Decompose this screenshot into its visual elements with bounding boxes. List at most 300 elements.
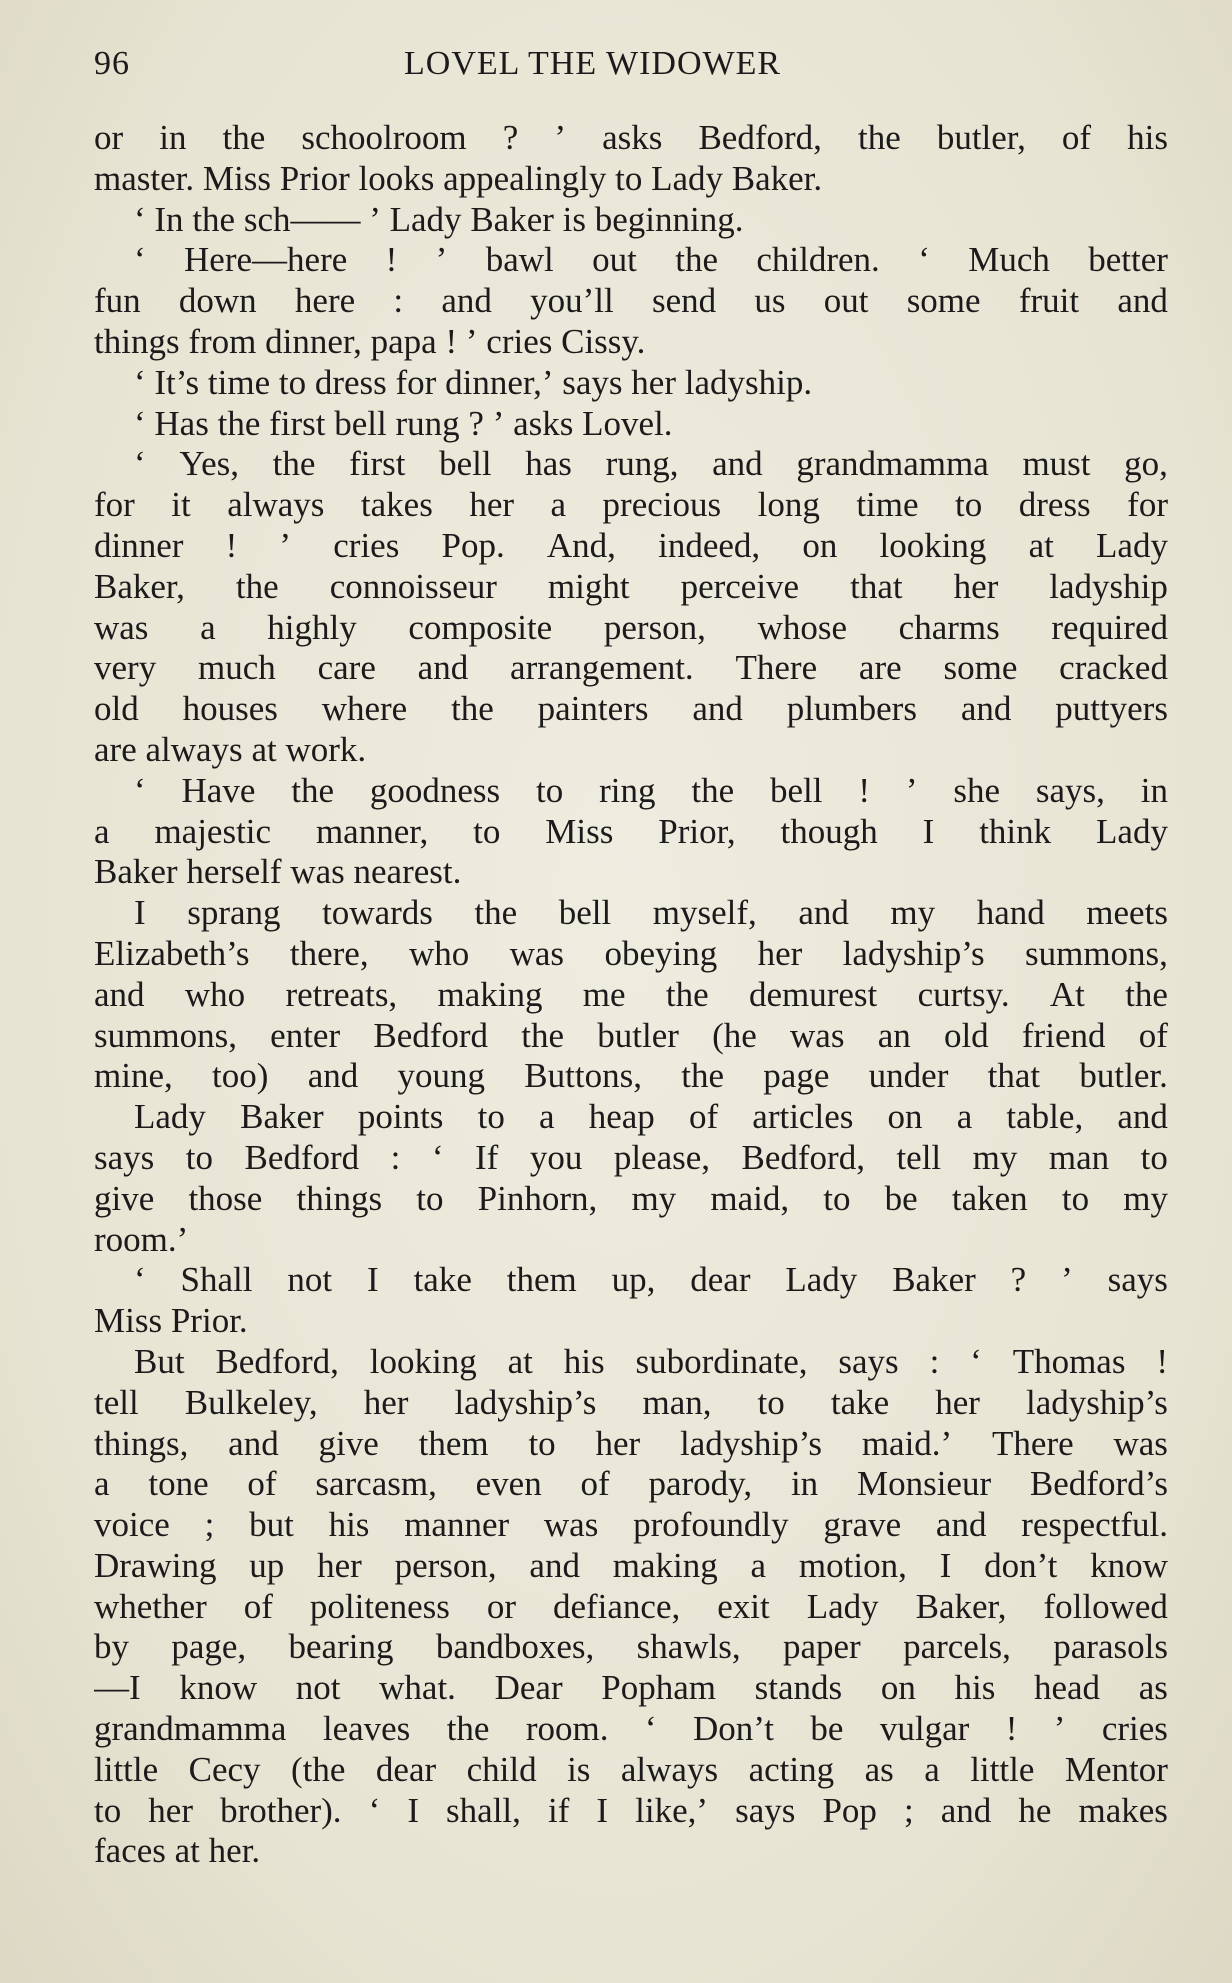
text-word: stands	[754, 1668, 843, 1708]
text-word: ;	[204, 1505, 215, 1545]
text-line	[94, 648, 1168, 689]
text-word: to	[278, 362, 315, 402]
text-word: time	[207, 362, 279, 402]
text-word: give	[94, 1178, 155, 1218]
text-word: like,’	[635, 1790, 709, 1830]
book-title: LOVEL THE WIDOWER	[404, 45, 782, 82]
text-word: to	[473, 811, 501, 851]
text-word: arrangement.	[510, 648, 694, 688]
text-word: herself	[186, 852, 291, 892]
text-word: In	[154, 199, 193, 239]
text-word: papa	[370, 321, 446, 361]
text-word: his	[328, 1505, 370, 1545]
text-word: exit	[717, 1586, 770, 1626]
text-word: children.	[756, 240, 880, 280]
text-line	[94, 1260, 1168, 1301]
text-word: Has	[154, 403, 218, 443]
text-word: ladyship’s	[454, 1382, 597, 1422]
text-word: her	[148, 1790, 193, 1830]
text-word: out	[823, 281, 869, 321]
text-line	[94, 1791, 1168, 1832]
text-word: Bulkeley,	[184, 1382, 318, 1422]
text-word: be	[810, 1709, 844, 1749]
text-word: connoisseur	[329, 566, 497, 606]
text-word: ’	[1061, 1260, 1073, 1300]
text-line	[94, 1709, 1168, 1750]
text-line	[94, 1424, 1168, 1465]
text-word: his	[563, 1341, 605, 1381]
text-word: a	[94, 1464, 110, 1504]
text-word: a	[550, 485, 567, 525]
text-word: a	[94, 811, 110, 851]
text-word: ladyship	[1049, 566, 1168, 606]
text-word: give	[318, 1423, 379, 1463]
text-word: and	[529, 1545, 580, 1585]
text-word: she	[953, 770, 1000, 810]
text-line	[94, 1301, 1168, 1342]
text-line	[94, 159, 1168, 200]
text-word: at	[1028, 525, 1054, 565]
text-word: ’	[554, 118, 567, 157]
text-word: here	[294, 281, 356, 321]
text-line	[94, 812, 1168, 853]
text-word: her	[757, 933, 803, 973]
text-word: sarcasm,	[315, 1464, 437, 1504]
text-word: as	[864, 1749, 894, 1789]
text-word: takes	[360, 485, 433, 525]
text-word: ‘	[134, 770, 146, 810]
text-word: There	[735, 648, 818, 688]
text-word: an	[877, 1015, 911, 1055]
text-word: obeying	[604, 933, 718, 973]
text-word: cries	[1101, 1709, 1168, 1749]
text-word: the	[272, 444, 316, 484]
text-word: profoundly	[633, 1505, 789, 1545]
text-word: there,	[289, 933, 369, 973]
text-word: to	[528, 1423, 556, 1463]
text-word: hand	[976, 893, 1045, 933]
text-word: work.	[285, 729, 367, 769]
text-line	[94, 975, 1168, 1016]
text-word: not	[287, 1260, 333, 1300]
text-word: shall,	[446, 1790, 521, 1830]
text-word: And,	[546, 525, 616, 565]
text-word: grandmamma	[796, 444, 989, 484]
text-word: up	[249, 1545, 285, 1585]
text-word: are	[858, 648, 902, 688]
text-word: her.	[208, 1831, 261, 1871]
text-word: defiance,	[552, 1586, 681, 1626]
text-word: of	[1138, 1015, 1168, 1055]
text-word: always	[227, 485, 325, 525]
text-word: Miss	[545, 811, 614, 851]
text-word: Buttons,	[524, 1056, 642, 1096]
text-word: painters	[537, 689, 649, 729]
text-word: her	[953, 566, 999, 606]
text-word: young	[397, 1056, 486, 1096]
text-word: my	[972, 1137, 1018, 1177]
text-line	[94, 281, 1168, 322]
text-word: them	[506, 1260, 577, 1300]
text-word: says	[94, 1137, 155, 1177]
text-word: ladyship’s	[1025, 1382, 1168, 1422]
text-word: says	[735, 1790, 796, 1830]
text-word: cries	[333, 525, 400, 565]
text-word: out	[592, 240, 637, 280]
text-line	[94, 1587, 1168, 1628]
text-word: summons,	[94, 1015, 237, 1055]
text-line	[94, 1831, 1168, 1872]
text-word: says,	[1035, 770, 1105, 810]
text-body	[94, 118, 1168, 1872]
text-word: ?	[468, 403, 493, 443]
text-word: Lady	[806, 1586, 879, 1626]
text-line	[94, 444, 1168, 485]
text-word: a	[924, 1749, 940, 1789]
text-word: cracked	[1059, 648, 1168, 688]
text-word: Baker,	[94, 566, 185, 606]
text-word: Lady	[389, 199, 471, 239]
text-word: ’	[369, 199, 390, 239]
text-word: things	[296, 1178, 383, 1218]
text-word: first	[269, 403, 335, 443]
text-word: the	[446, 1709, 490, 1749]
text-word: Popham	[601, 1668, 716, 1708]
text-word: he	[1018, 1790, 1052, 1830]
text-word: some	[906, 281, 981, 321]
text-word: ’	[492, 403, 514, 443]
text-word: the	[665, 974, 709, 1014]
text-word: manner	[404, 1505, 510, 1545]
text-line	[94, 1383, 1168, 1424]
text-word: my	[631, 1178, 677, 1218]
text-word: Here—here	[184, 240, 348, 280]
text-word: and	[228, 1423, 279, 1463]
text-word: and	[1117, 1097, 1168, 1137]
text-word: was	[543, 1505, 599, 1545]
text-word: Bedford’s	[1029, 1464, 1168, 1504]
text-word: be	[884, 1178, 918, 1218]
text-word: those	[188, 1178, 263, 1218]
text-word: at	[507, 1341, 533, 1381]
text-line	[94, 240, 1168, 281]
text-line	[94, 934, 1168, 975]
text-word: the	[192, 199, 244, 239]
text-word: says	[838, 1341, 899, 1381]
text-word: bawl	[485, 240, 554, 280]
text-word: shawls,	[636, 1627, 741, 1667]
text-word: to	[416, 1178, 444, 1218]
text-word: Bedford,	[741, 1137, 865, 1177]
text-word: Baker	[892, 1260, 976, 1300]
text-word: Lady	[1096, 525, 1168, 565]
text-word: to	[1061, 1178, 1090, 1218]
text-line	[94, 730, 1168, 771]
text-word: under	[868, 1056, 949, 1096]
text-word: my	[890, 893, 936, 933]
text-word: Lady	[1096, 811, 1168, 851]
text-word: her	[469, 485, 515, 525]
text-word: by	[94, 1627, 129, 1667]
text-line	[94, 363, 1168, 404]
text-word: At	[1049, 974, 1085, 1014]
text-word: was	[94, 607, 149, 647]
text-word: asks	[513, 403, 583, 443]
text-word: me	[582, 974, 626, 1014]
text-word: parody,	[648, 1464, 753, 1504]
text-line	[94, 1097, 1168, 1138]
text-word: Bedford	[244, 1137, 360, 1177]
text-word: was	[290, 852, 354, 892]
text-word: master.	[94, 158, 203, 198]
text-word: motion,	[798, 1545, 907, 1585]
text-word: the	[217, 403, 270, 443]
text-word: Baker	[94, 852, 187, 892]
text-word: Thomas	[1012, 1341, 1126, 1381]
text-word: to	[477, 1097, 505, 1137]
text-word: But	[134, 1341, 185, 1381]
text-word: table,	[1006, 1097, 1084, 1137]
text-word: summons,	[1024, 933, 1168, 973]
text-word: butler.	[1079, 1056, 1168, 1096]
text-word: myself,	[652, 893, 757, 933]
text-word: Drawing	[94, 1545, 217, 1585]
text-word: making	[437, 974, 543, 1014]
text-word: us	[754, 281, 786, 321]
text-word: dinner	[94, 525, 184, 565]
text-word: I	[134, 893, 146, 933]
text-line	[94, 689, 1168, 730]
text-word: parasols	[1053, 1627, 1168, 1667]
text-word: whether	[94, 1586, 207, 1626]
text-line	[94, 1668, 1168, 1709]
text-word: on	[880, 1668, 916, 1708]
text-word: and	[441, 281, 492, 321]
text-word: to	[185, 1137, 213, 1177]
text-word: things	[94, 321, 189, 361]
text-word: the	[675, 240, 718, 280]
text-line	[94, 1464, 1168, 1505]
text-word: !	[385, 240, 398, 280]
text-word: looking	[879, 525, 987, 565]
text-word: ‘	[431, 1137, 444, 1177]
text-word: :	[393, 281, 404, 321]
text-word: Pinhorn,	[477, 1178, 598, 1218]
text-word: taken	[951, 1178, 1028, 1218]
text-word: a	[539, 1097, 555, 1137]
text-word: bell	[439, 444, 492, 484]
text-word: for	[1127, 485, 1168, 525]
text-word: sprang	[187, 893, 281, 933]
text-word: her	[631, 362, 685, 402]
text-word: room.	[525, 1709, 609, 1749]
text-word: dress	[1018, 485, 1091, 525]
text-word: old	[943, 1015, 989, 1055]
text-word: dear	[375, 1749, 437, 1789]
text-word: I	[922, 811, 935, 851]
text-word: perceive	[680, 566, 800, 606]
text-word: has	[525, 444, 572, 484]
text-word: might	[547, 566, 630, 606]
text-word: ’	[435, 240, 448, 280]
text-line	[94, 1342, 1168, 1383]
text-word: Lovel.	[582, 403, 673, 443]
text-word: dinner,	[265, 321, 371, 361]
text-word: you’ll	[530, 281, 614, 321]
text-line	[94, 1220, 1168, 1261]
text-line	[94, 526, 1168, 567]
text-word: ?	[502, 118, 519, 157]
running-head	[94, 44, 1174, 84]
text-word: that	[850, 566, 903, 606]
text-word: old	[94, 689, 139, 729]
text-word: ‘	[134, 199, 155, 239]
text-word: Cecy	[188, 1749, 261, 1789]
text-word: for	[94, 485, 135, 525]
text-word: very	[94, 648, 157, 688]
text-line	[94, 322, 1168, 363]
text-word: composite	[408, 607, 553, 647]
text-word: dress	[314, 362, 396, 402]
text-word: the	[1125, 974, 1168, 1014]
text-word: some	[943, 648, 1018, 688]
text-word: person,	[603, 607, 706, 647]
text-word: puttyers	[1055, 689, 1168, 729]
text-word: nearest.	[353, 852, 462, 892]
text-word: page,	[171, 1627, 247, 1667]
text-word: go,	[1124, 444, 1168, 484]
text-word: voice	[94, 1505, 170, 1545]
text-word: I	[407, 1790, 419, 1830]
text-word: to	[536, 770, 564, 810]
text-word: it	[171, 485, 191, 525]
text-word: and	[960, 689, 1012, 729]
text-word: required	[1051, 607, 1168, 647]
text-line	[94, 1505, 1168, 1546]
text-word: was	[509, 933, 565, 973]
text-line	[94, 1179, 1168, 1220]
text-word: Shall	[180, 1260, 253, 1300]
text-word: towards	[322, 893, 433, 933]
text-word: bearing	[288, 1627, 394, 1667]
text-word: but	[249, 1505, 294, 1545]
text-word: you	[529, 1137, 583, 1177]
text-line	[94, 200, 1168, 241]
text-word: Lady	[134, 1097, 206, 1137]
text-word: person,	[394, 1545, 497, 1585]
text-line	[94, 1056, 1168, 1097]
text-word: appealingly	[443, 158, 616, 198]
text-word: :	[390, 1137, 401, 1177]
text-word: fruit	[1018, 281, 1080, 321]
text-word: is	[562, 199, 595, 239]
text-word: parcels,	[903, 1627, 1011, 1667]
text-word: Baker.	[731, 158, 823, 198]
text-word: grave	[823, 1505, 902, 1545]
text-word: curtsy.	[917, 974, 1010, 1014]
text-word: her	[595, 1423, 641, 1463]
text-word: grandmamma	[94, 1709, 287, 1749]
text-word: to	[615, 158, 652, 198]
text-word: ‘	[644, 1709, 657, 1749]
text-word: brother).	[220, 1790, 342, 1830]
text-word: ‘	[368, 1790, 381, 1830]
text-word: faces	[94, 1831, 175, 1871]
text-word: child	[466, 1749, 537, 1789]
text-word: —I	[94, 1668, 141, 1708]
text-word: please,	[613, 1137, 711, 1177]
text-word: to	[1140, 1137, 1168, 1177]
text-word: butler,	[936, 118, 1026, 157]
text-word: (the	[291, 1749, 346, 1789]
text-word: tone	[148, 1464, 209, 1504]
text-word: page	[763, 1056, 830, 1096]
text-word: ?	[1010, 1260, 1027, 1300]
text-word: ‘	[134, 1260, 146, 1300]
text-word: first	[349, 444, 406, 484]
text-word: Bedford	[373, 1015, 489, 1055]
text-word: or	[94, 118, 124, 157]
text-word: ‘	[970, 1341, 982, 1381]
text-word: Miss	[94, 1301, 171, 1341]
text-word: Bedford,	[698, 118, 822, 157]
text-word: Miss	[202, 158, 280, 198]
text-word: to	[94, 1790, 122, 1830]
text-word: paper	[782, 1627, 861, 1667]
text-word: think	[979, 811, 1052, 851]
text-word: the	[235, 566, 279, 606]
text-word: Elizabeth’s	[94, 933, 250, 973]
text-word: take	[413, 1260, 472, 1300]
text-word: from	[188, 321, 266, 361]
text-word: who	[408, 933, 470, 973]
text-word: goodness	[369, 770, 501, 810]
text-word: Baker	[470, 199, 563, 239]
text-word: !	[1156, 1341, 1168, 1381]
text-word: politeness	[309, 1586, 450, 1626]
text-word: send	[651, 281, 717, 321]
text-word: his	[954, 1668, 996, 1708]
text-word: her	[935, 1382, 980, 1422]
text-word: much	[198, 648, 276, 688]
text-word: looks	[358, 158, 444, 198]
text-word: ’	[1053, 1709, 1066, 1749]
text-word: dear	[690, 1260, 751, 1300]
text-word: bell	[558, 893, 612, 933]
text-word: beginning.	[594, 199, 744, 239]
text-word: ‘	[134, 444, 146, 484]
text-word: the	[451, 689, 494, 729]
text-word: a	[750, 1545, 767, 1585]
text-word: rung	[395, 403, 469, 443]
text-word: a	[956, 1097, 973, 1137]
text-word: and	[692, 689, 743, 729]
text-word: I	[939, 1545, 952, 1585]
text-word: Mentor	[1064, 1749, 1168, 1789]
text-word: bandboxes,	[435, 1627, 595, 1667]
text-word: ’	[465, 321, 487, 361]
text-word: long	[757, 485, 820, 525]
text-line	[94, 852, 1168, 893]
text-word: her	[317, 1545, 362, 1585]
text-word: ‘	[134, 403, 155, 443]
text-word: up,	[611, 1260, 656, 1300]
text-word: Much	[968, 240, 1050, 280]
text-word: Prior,	[658, 811, 736, 851]
text-line	[94, 1016, 1168, 1057]
text-word: respectful.	[1021, 1505, 1168, 1545]
text-word: houses	[182, 689, 278, 729]
